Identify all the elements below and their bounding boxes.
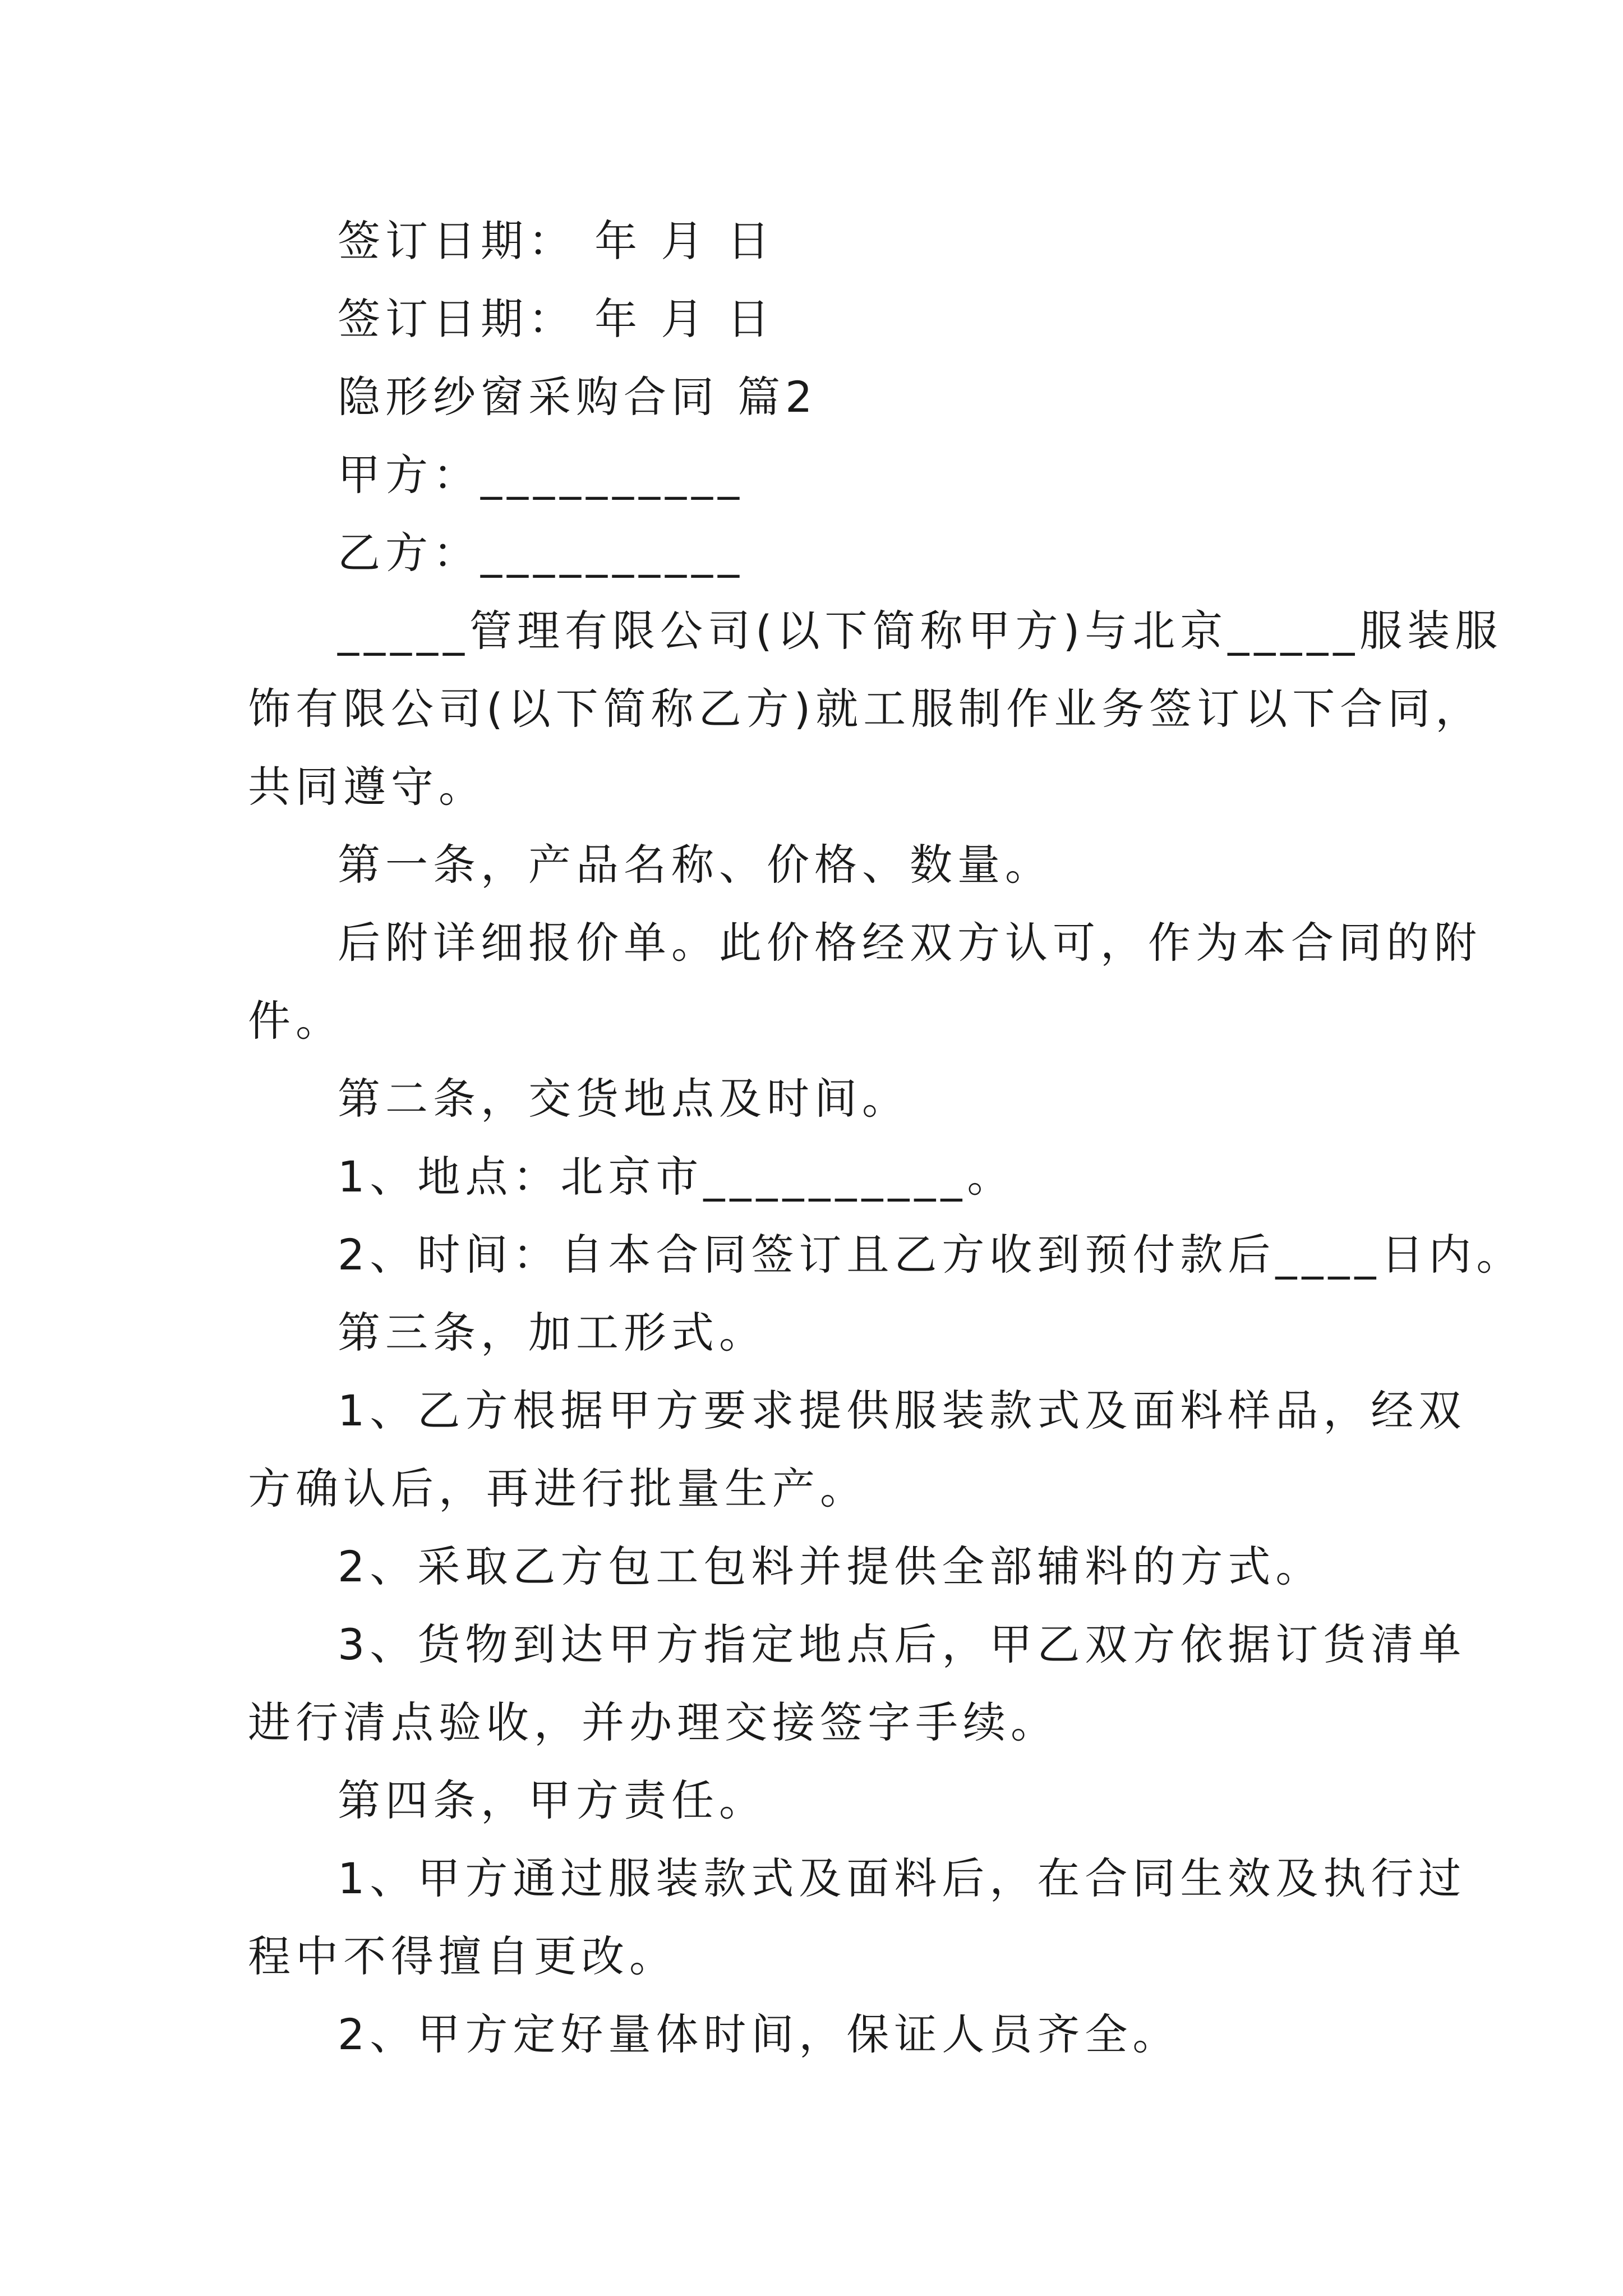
article-4-item-1-line-2: 程中不得擅自更改。: [248, 1931, 677, 1981]
article-2-item-2: 2、时间：自本合同签订且乙方收到预付款后____日内。: [338, 1230, 1524, 1280]
article-3-item-3-line-1: 3、货物到达甲方指定地点后，甲乙双方依据订货清单: [338, 1619, 1467, 1669]
article-1-text-line-2: 件。: [248, 996, 343, 1046]
contract-title: 隐形纱窗采购合同 篇2: [338, 372, 818, 422]
article-3-item-1-line-2: 方确认后，再进行批量生产。: [248, 1464, 868, 1513]
article-3-heading: 第三条，加工形式。: [338, 1308, 767, 1358]
sign-date-line-1: 签订日期： 年 月 日: [338, 216, 775, 266]
article-1-text-line-1: 后附详细报价单。此价格经双方认可，作为本合同的附: [338, 918, 1482, 968]
article-2-item-1: 1、地点：北京市__________。: [338, 1152, 1015, 1202]
article-3-item-1-line-1: 1、乙方根据甲方要求提供服装款式及面料样品，经双: [338, 1386, 1467, 1435]
preamble-line-3: 共同遵守。: [248, 762, 486, 812]
article-4-heading: 第四条，甲方责任。: [338, 1775, 767, 1825]
article-4-item-1-line-1: 1、甲方通过服装款式及面料后，在合同生效及执行过: [338, 1853, 1467, 1903]
preamble-line-1: _____管理有限公司(以下简称甲方)与北京_____服装服: [338, 606, 1503, 656]
article-3-item-3-line-2: 进行清点验收，并办理交接签字手续。: [248, 1697, 1058, 1747]
article-1-heading: 第一条，产品名称、价格、数量。: [338, 840, 1053, 890]
party-a-line: 甲方：__________: [338, 450, 744, 500]
party-b-line: 乙方：__________: [338, 528, 744, 578]
article-3-item-2: 2、采取乙方包工包料并提供全部辅料的方式。: [338, 1542, 1324, 1591]
preamble-line-2: 饰有限公司(以下简称乙方)就工服制作业务签订以下合同，: [248, 684, 1483, 734]
article-4-item-2: 2、甲方定好量体时间，保证人员齐全。: [338, 2009, 1181, 2059]
article-2-heading: 第二条，交货地点及时间。: [338, 1074, 910, 1124]
sign-date-line-2: 签订日期： 年 月 日: [338, 294, 775, 344]
